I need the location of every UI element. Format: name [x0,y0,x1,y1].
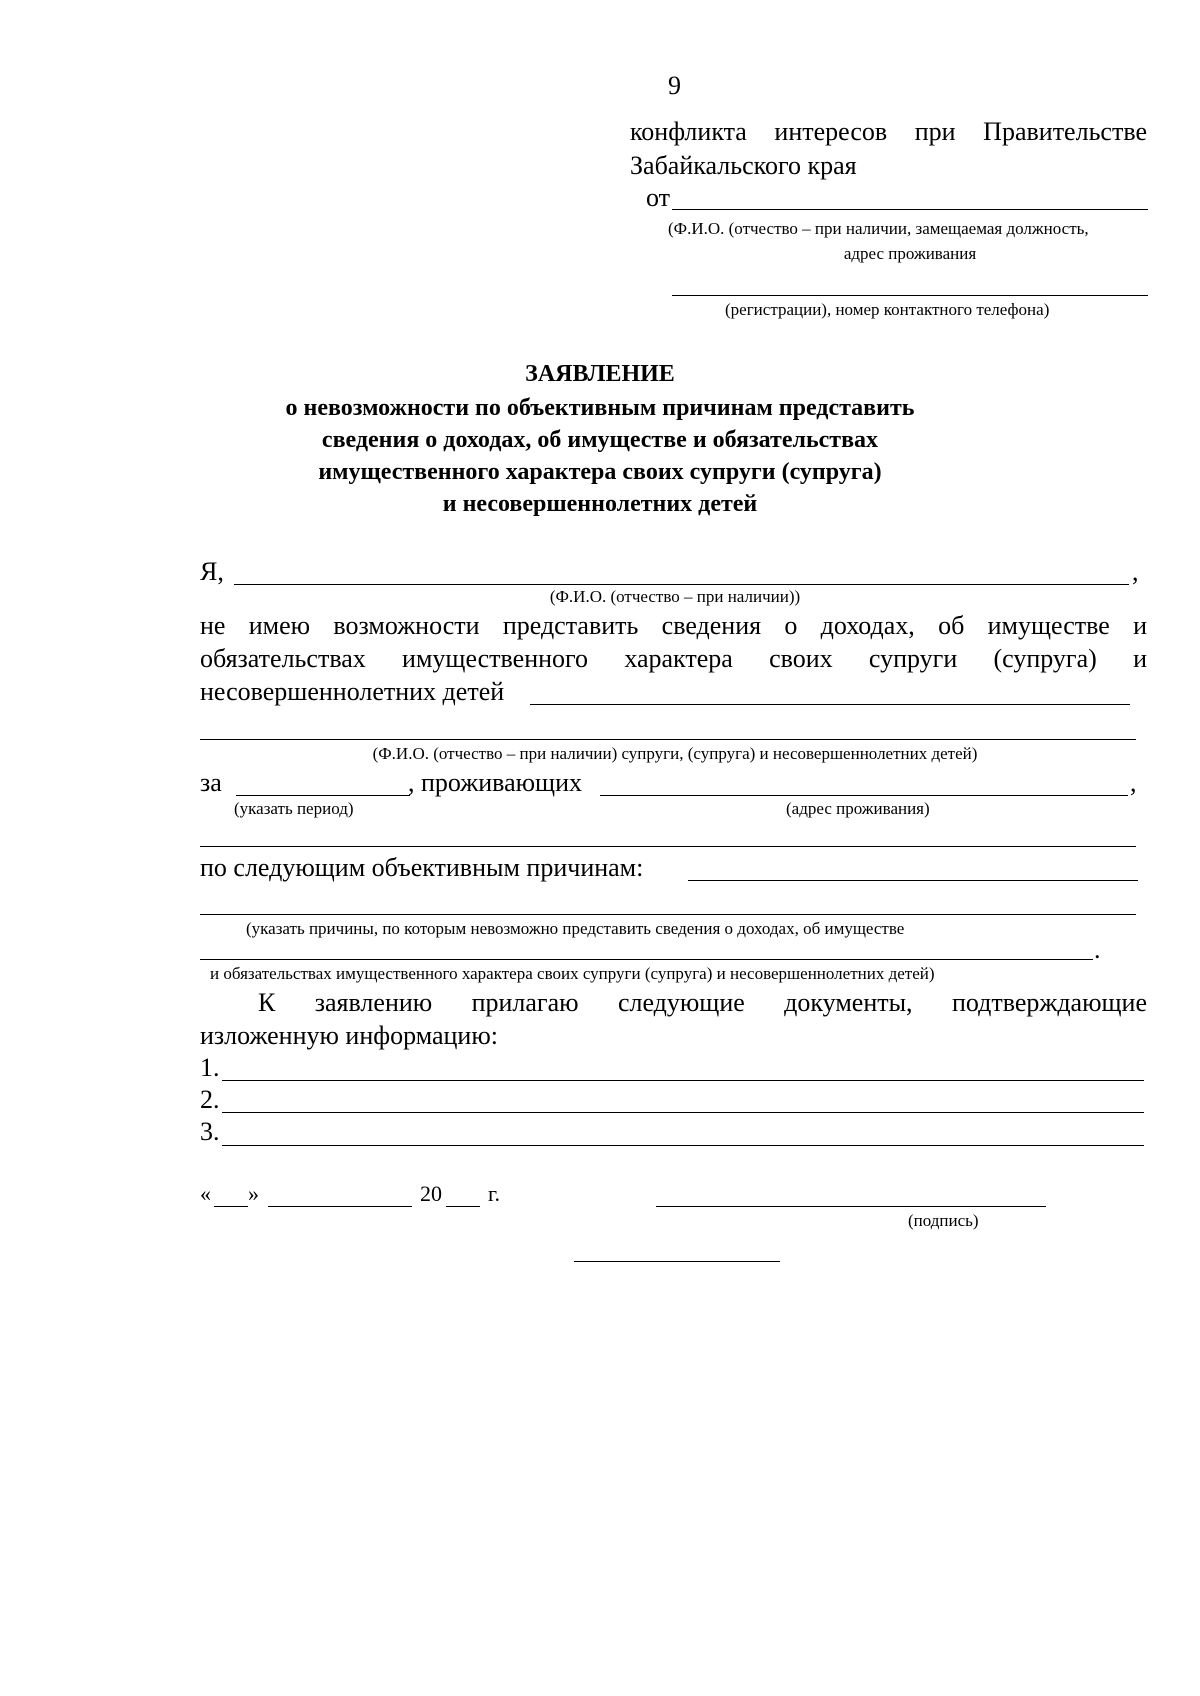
reasons-hint-line-2: и обязательствах имущественного характера своих супруги (супруга) и несовершеннолетних детей) [210,964,935,983]
statement-line-1: не имею возможности представить сведения о доходах, об имуществе и [200,611,1147,640]
signature-hint: (подпись) [908,1211,979,1230]
period-input-line[interactable] [236,795,410,796]
list-item: 3. [200,1117,220,1146]
statement-line-3: несовершеннолетних детей [200,677,505,706]
title-line-1: о невозможности по объективным причинам представить [285,395,915,421]
addressee-line-1: конфликта интересов при Правительстве [630,117,1147,146]
from-input-line[interactable] [672,209,1148,210]
year-input-line[interactable] [446,1206,480,1207]
full-name-input-line[interactable] [234,584,1129,585]
comma-2: , [1130,768,1137,797]
addressee-line-2: Забайкальского края [630,151,857,180]
period-hint: (указать период) [234,799,354,818]
from-hint-line-2: адрес проживания [843,244,977,263]
list-item: 1. [200,1053,220,1082]
list-item-line[interactable] [222,1112,1144,1113]
attach-line-1: К заявлению прилагаю следующие документы, подтверждающие [258,988,1147,1017]
period-end: . [1094,935,1101,964]
page-number: 9 [668,71,681,100]
spouse-hint: (Ф.И.О. (отчество – при наличии) супруги, (супруга) и несовершеннолетних детей) [372,744,978,763]
contact-hint: (регистрации), номер контактного телефона) [725,300,1050,319]
month-input-line[interactable] [268,1206,412,1207]
title-line-2: сведения о доходах, об имуществе и обязательствах [321,427,879,453]
date-close-quote: » [248,1181,259,1206]
statement-line-2: обязательствах имущественного характера своих супруги (супруга) и [200,644,1147,673]
day-input-line[interactable] [214,1206,248,1207]
list-item-line[interactable] [222,1080,1144,1081]
reasons-input-line-1[interactable] [688,880,1138,881]
date-open-quote: « [200,1181,211,1206]
reasons-input-line-2[interactable] [200,914,1136,915]
title-line-3: имущественного характера своих супруги (супруга) [318,459,882,485]
document-title: ЗАЯВЛЕНИЕ [525,361,675,387]
from-label: от [646,183,671,212]
comma: , [1132,557,1139,586]
children-input-line-1[interactable] [530,704,1130,705]
address-hint: (адрес проживания) [786,799,930,818]
living-label: , проживающих [408,768,582,797]
address-input-line-2[interactable] [200,846,1136,847]
signature-input-line[interactable] [656,1206,1046,1207]
reasons-input-line-3[interactable] [200,959,1093,960]
year-prefix: 20 [420,1181,442,1206]
i-label: Я, [200,557,224,586]
closing-separator [574,1261,780,1262]
title-line-4: и несовершеннолетних детей [442,491,758,517]
period-label: за [200,768,222,797]
reasons-label: по следующим объективным причинам: [200,853,644,882]
list-item: 2. [200,1085,220,1114]
full-name-hint: (Ф.И.О. (отчество – при наличии)) [549,587,801,606]
from-hint-line-1: (Ф.И.О. (отчество – при наличии, замещаемая должность, [668,219,1089,238]
address-input-line[interactable] [600,795,1128,796]
year-suffix: г. [488,1181,501,1206]
list-item-line[interactable] [222,1145,1144,1146]
contact-input-line[interactable] [672,295,1148,296]
attach-line-2: изложенную информацию: [200,1021,498,1050]
reasons-hint-line-1: (указать причины, по которым невозможно представить сведения о доходах, об имуществе [246,919,905,938]
children-input-line-2[interactable] [200,739,1136,740]
